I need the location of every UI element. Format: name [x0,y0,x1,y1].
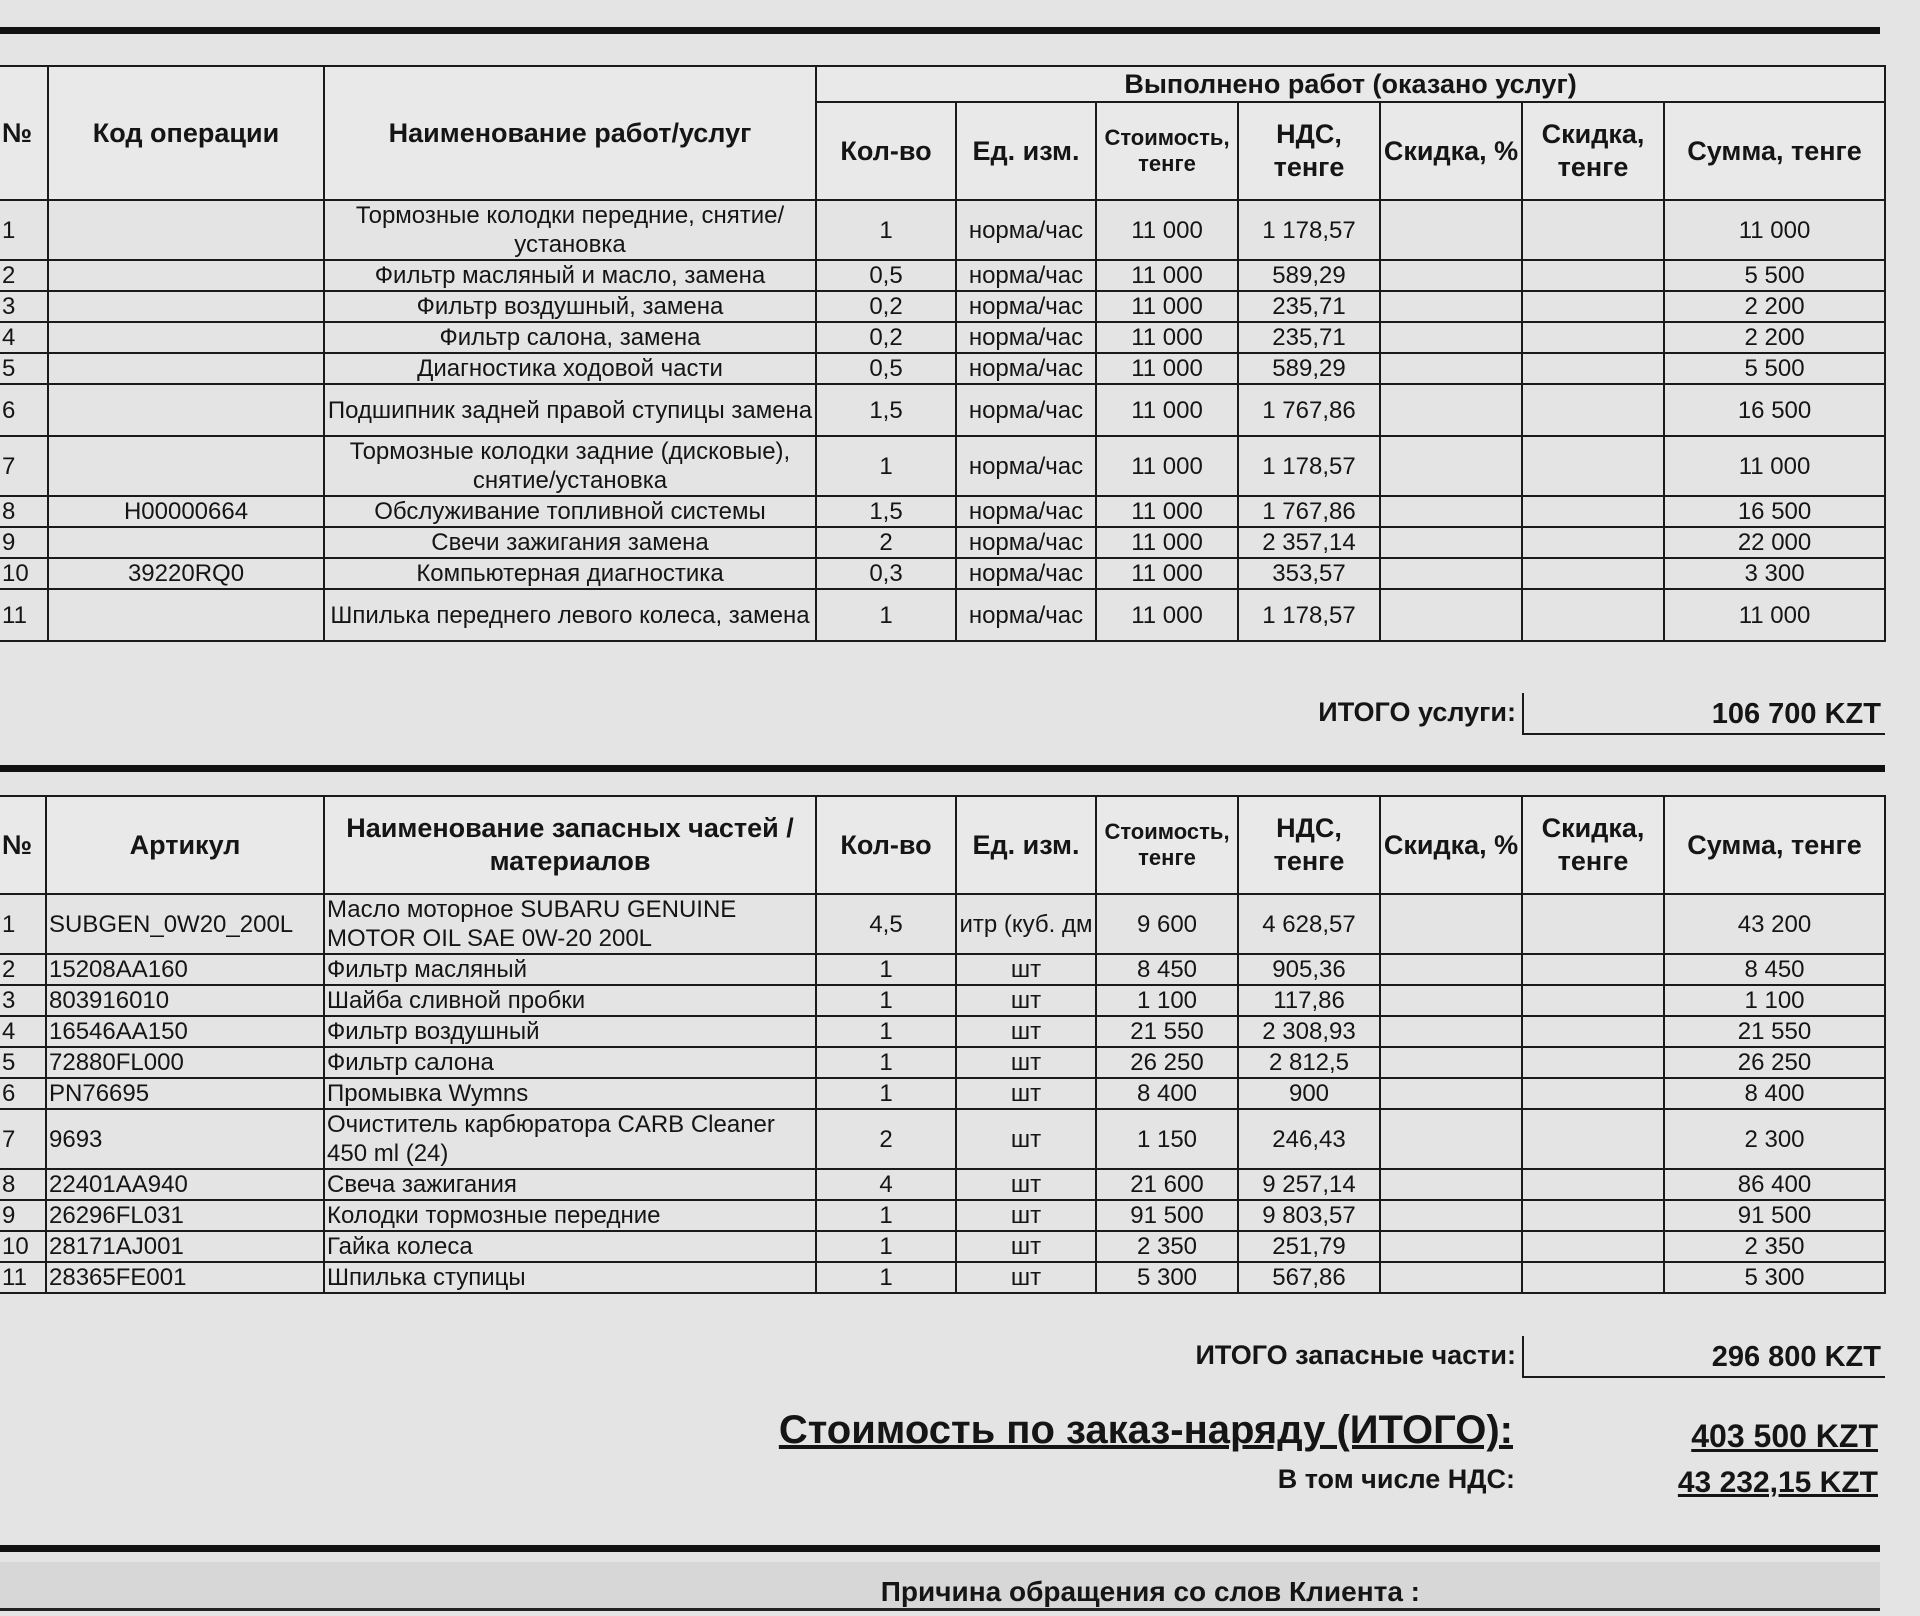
cell-qty: 2 [816,1109,956,1169]
table-row [0,322,1885,353]
cell-price: 11 000 [1096,291,1238,322]
parts-header [0,796,1885,894]
table-row [0,436,1885,496]
cell-num: 8 [0,496,48,527]
cell-disc-pct [1380,558,1522,589]
header-article: Артикул [46,796,324,894]
cell-name: Колодки тормозные передние [324,1200,816,1231]
cell-article: 28171AJ001 [46,1231,324,1262]
cell-unit: норма/час [956,291,1096,322]
cell-disc-amt [1522,322,1664,353]
cell-name: Масло моторное SUBARU GENUINE MOTOR OIL SAE 0W-20 200L [324,894,816,954]
cell-article: 72880FL000 [46,1047,324,1078]
services-table [0,65,1886,642]
cell-code [48,200,324,260]
cell-code [48,527,324,558]
table-row [0,291,1885,322]
cell-vat: 589,29 [1238,353,1380,384]
cell-price: 2 350 [1096,1231,1238,1262]
services-total-label: ИТОГО услуги: [1318,697,1516,727]
cell-unit: шт [956,1200,1096,1231]
cell-qty: 0,5 [816,353,956,384]
cell-vat: 235,71 [1238,322,1380,353]
header-sum: Сумма, тенге [1664,102,1885,200]
cell-price: 91 500 [1096,1200,1238,1231]
header-sum: Сумма, тенге [1664,796,1885,894]
cell-unit: норма/час [956,384,1096,436]
cell-qty: 1 [816,436,956,496]
table-row [0,353,1885,384]
cell-name: Свеча зажигания [324,1169,816,1200]
cell-disc-pct [1380,260,1522,291]
cell-code [48,353,324,384]
header-vat: НДС, тенге [1238,796,1380,894]
parts-total-label: ИТОГО запасные части: [1195,1340,1516,1370]
cell-disc-pct [1380,496,1522,527]
cell-sum: 11 000 [1664,589,1885,641]
cell-vat: 1 178,57 [1238,436,1380,496]
cell-vat: 2 357,14 [1238,527,1380,558]
cell-unit: норма/час [956,436,1096,496]
parts-total-value: 296 800 KZT [1522,1336,1885,1378]
parts-table [0,795,1886,1294]
cell-price: 1 150 [1096,1109,1238,1169]
cell-disc-amt [1522,260,1664,291]
cell-qty: 0,3 [816,558,956,589]
cell-num: 10 [0,1231,46,1262]
cell-disc-pct [1380,589,1522,641]
cell-price: 11 000 [1096,527,1238,558]
cell-price: 11 000 [1096,260,1238,291]
cell-num: 10 [0,558,48,589]
cell-name: Фильтр салона [324,1047,816,1078]
cell-vat: 1 178,57 [1238,589,1380,641]
cell-num: 6 [0,1078,46,1109]
services-group-header: Выполнено работ (оказано услуг) [816,66,1885,102]
table-row [0,954,1885,985]
footer-line [0,1608,1880,1611]
cell-disc-pct [1380,1109,1522,1169]
cell-sum: 26 250 [1664,1047,1885,1078]
cell-disc-amt [1522,436,1664,496]
vat-included-value: 43 232,15 KZT [1677,1466,1878,1499]
table-row [0,1016,1885,1047]
table-row [0,1078,1885,1109]
cell-qty: 1,5 [816,496,956,527]
cell-disc-amt [1522,1047,1664,1078]
cell-disc-amt [1522,894,1664,954]
cell-name: Компьютерная диагностика [324,558,816,589]
header-price: Стоимость, тенге [1096,102,1238,200]
table-row [0,985,1885,1016]
cell-num: 9 [0,1200,46,1231]
cell-price: 8 450 [1096,954,1238,985]
grand-total-value: 403 500 KZT [1691,1418,1878,1454]
header-unit: Ед. изм. [956,102,1096,200]
cell-num: 5 [0,353,48,384]
cell-unit: шт [956,1109,1096,1169]
cell-num: 1 [0,894,46,954]
cell-name: Шайба сливной пробки [324,985,816,1016]
cell-disc-amt [1522,1262,1664,1293]
cell-qty: 0,2 [816,291,956,322]
cell-price: 8 400 [1096,1078,1238,1109]
cell-disc-amt [1522,589,1664,641]
cell-sum: 5 300 [1664,1262,1885,1293]
cell-disc-pct [1380,1231,1522,1262]
header-num: № [0,66,48,200]
cell-vat: 4 628,57 [1238,894,1380,954]
cell-article: 26296FL031 [46,1200,324,1231]
cell-qty: 1 [816,1078,956,1109]
cell-num: 6 [0,384,48,436]
cell-sum: 22 000 [1664,527,1885,558]
cell-price: 11 000 [1096,384,1238,436]
cell-article: 28365FE001 [46,1262,324,1293]
header-discount-amt: Скидка, тенге [1522,796,1664,894]
cell-sum: 21 550 [1664,1016,1885,1047]
cell-unit: норма/час [956,496,1096,527]
cell-sum: 11 000 [1664,436,1885,496]
cell-code [48,260,324,291]
cell-name: Шпилька переднего левого колеса, замена [324,589,816,641]
cell-price: 11 000 [1096,353,1238,384]
cell-sum: 8 400 [1664,1078,1885,1109]
cell-code [48,436,324,496]
cell-article: PN76695 [46,1078,324,1109]
cell-qty: 0,2 [816,322,956,353]
cell-sum: 43 200 [1664,894,1885,954]
cell-disc-pct [1380,200,1522,260]
top-divider [0,27,1880,34]
cell-disc-pct [1380,1262,1522,1293]
cell-article: 15208AA160 [46,954,324,985]
cell-disc-pct [1380,353,1522,384]
header-discount-amt: Скидка, тенге [1522,102,1664,200]
cell-qty: 4,5 [816,894,956,954]
cell-price: 21 600 [1096,1169,1238,1200]
cell-code [48,589,324,641]
cell-article: 803916010 [46,985,324,1016]
cell-qty: 1 [816,1047,956,1078]
cell-qty: 1 [816,1231,956,1262]
cell-name: Шпилька ступицы [324,1262,816,1293]
cell-disc-pct [1380,1047,1522,1078]
table-row [0,1109,1885,1169]
cell-price: 11 000 [1096,496,1238,527]
cell-disc-pct [1380,1016,1522,1047]
cell-sum: 16 500 [1664,384,1885,436]
cell-vat: 1 178,57 [1238,200,1380,260]
cell-price: 11 000 [1096,589,1238,641]
client-reason-label: Причина обращения со слов Клиента : [880,1576,1420,1607]
table-row [0,527,1885,558]
services-total-value: 106 700 KZT [1522,693,1885,735]
cell-name: Очиститель карбюратора CARB Cleaner 450 ml (24) [324,1109,816,1169]
cell-name: Фильтр воздушный [324,1016,816,1047]
cell-disc-pct [1380,1169,1522,1200]
header-code: Код операции [48,66,324,200]
cell-disc-pct [1380,1200,1522,1231]
cell-code [48,384,324,436]
cell-vat: 251,79 [1238,1231,1380,1262]
cell-unit: норма/час [956,322,1096,353]
cell-vat: 1 767,86 [1238,384,1380,436]
cell-qty: 1 [816,954,956,985]
cell-unit: шт [956,1169,1096,1200]
cell-qty: 1,5 [816,384,956,436]
cell-sum: 86 400 [1664,1169,1885,1200]
cell-code: 39220RQ0 [48,558,324,589]
cell-num: 9 [0,527,48,558]
cell-qty: 0,5 [816,260,956,291]
cell-num: 8 [0,1169,46,1200]
table-row [0,894,1885,954]
cell-vat: 900 [1238,1078,1380,1109]
cell-sum: 2 200 [1664,291,1885,322]
cell-unit: норма/час [956,200,1096,260]
cell-vat: 246,43 [1238,1109,1380,1169]
cell-unit: шт [956,954,1096,985]
cell-disc-amt [1522,954,1664,985]
cell-code [48,322,324,353]
cell-disc-amt [1522,1231,1664,1262]
cell-vat: 1 767,86 [1238,496,1380,527]
cell-disc-pct [1380,1078,1522,1109]
table-row [0,1047,1885,1078]
header-qty: Кол-во [816,102,956,200]
cell-vat: 9 803,57 [1238,1200,1380,1231]
cell-unit: шт [956,1047,1096,1078]
cell-sum: 1 100 [1664,985,1885,1016]
cell-name: Промывка Wymns [324,1078,816,1109]
cell-price: 26 250 [1096,1047,1238,1078]
cell-qty: 4 [816,1169,956,1200]
cell-num: 2 [0,260,48,291]
cell-article: 22401AA940 [46,1169,324,1200]
table-row [0,1262,1885,1293]
table-row [0,384,1885,436]
cell-unit: шт [956,1016,1096,1047]
cell-num: 1 [0,200,48,260]
parts-body [0,894,1885,1293]
cell-disc-amt [1522,558,1664,589]
cell-num: 3 [0,985,46,1016]
cell-disc-pct [1380,436,1522,496]
cell-num: 11 [0,1262,46,1293]
cell-unit: норма/час [956,260,1096,291]
cell-disc-pct [1380,322,1522,353]
cell-name: Тормозные колодки передние, снятие/установка [324,200,816,260]
cell-price: 21 550 [1096,1016,1238,1047]
table-row [0,200,1885,260]
cell-price: 1 100 [1096,985,1238,1016]
cell-qty: 1 [816,200,956,260]
grand-total-label: Стоимость по заказ-наряду (ИТОГО): [778,1408,1513,1452]
cell-unit: норма/час [956,589,1096,641]
cell-article: 9693 [46,1109,324,1169]
header-price: Стоимость, тенге [1096,796,1238,894]
cell-name: Обслуживание топливной системы [324,496,816,527]
cell-vat: 2 308,93 [1238,1016,1380,1047]
vat-included-label: В том числе НДС: [1277,1464,1515,1494]
cell-article: SUBGEN_0W20_200L [46,894,324,954]
table-row [0,558,1885,589]
bottom-divider [0,1545,1880,1552]
cell-disc-pct [1380,527,1522,558]
cell-sum: 16 500 [1664,496,1885,527]
cell-disc-amt [1522,527,1664,558]
cell-sum: 3 300 [1664,558,1885,589]
cell-disc-amt [1522,496,1664,527]
cell-unit: шт [956,1231,1096,1262]
cell-sum: 91 500 [1664,1200,1885,1231]
cell-sum: 8 450 [1664,954,1885,985]
cell-price: 11 000 [1096,436,1238,496]
cell-code: H00000664 [48,496,324,527]
cell-sum: 2 350 [1664,1231,1885,1262]
cell-vat: 567,86 [1238,1262,1380,1293]
cell-unit: шт [956,1262,1096,1293]
table-row [0,1231,1885,1262]
cell-price: 11 000 [1096,558,1238,589]
cell-vat: 117,86 [1238,985,1380,1016]
cell-qty: 1 [816,1262,956,1293]
cell-name: Диагностика ходовой части [324,353,816,384]
cell-price: 5 300 [1096,1262,1238,1293]
cell-qty: 1 [816,589,956,641]
cell-unit: шт [956,985,1096,1016]
cell-disc-amt [1522,291,1664,322]
cell-qty: 1 [816,1200,956,1231]
services-header [0,66,1885,200]
cell-vat: 2 812,5 [1238,1047,1380,1078]
cell-price: 11 000 [1096,200,1238,260]
cell-disc-amt [1522,200,1664,260]
header-qty: Кол-во [816,796,956,894]
cell-qty: 1 [816,1016,956,1047]
cell-name: Фильтр масляный [324,954,816,985]
middle-divider [0,765,1885,772]
cell-disc-amt [1522,1016,1664,1047]
cell-unit: итр (куб. дм [956,894,1096,954]
cell-num: 11 [0,589,48,641]
cell-disc-amt [1522,985,1664,1016]
cell-sum: 2 300 [1664,1109,1885,1169]
header-discount-pct: Скидка, % [1380,796,1522,894]
cell-qty: 2 [816,527,956,558]
services-body [0,200,1885,641]
cell-sum: 5 500 [1664,353,1885,384]
header-name: Наименование запасных частей / материалов [324,796,816,894]
cell-num: 7 [0,1109,46,1169]
cell-name: Тормозные колодки задние (дисковые), снятие/установка [324,436,816,496]
header-unit: Ед. изм. [956,796,1096,894]
table-row [0,589,1885,641]
cell-unit: шт [956,1078,1096,1109]
cell-name: Гайка колеса [324,1231,816,1262]
table-row [0,1169,1885,1200]
cell-num: 4 [0,1016,46,1047]
cell-name: Подшипник задней правой ступицы замена [324,384,816,436]
cell-sum: 5 500 [1664,260,1885,291]
cell-vat: 905,36 [1238,954,1380,985]
header-vat: НДС, тенге [1238,102,1380,200]
cell-disc-amt [1522,1169,1664,1200]
table-row [0,1200,1885,1231]
cell-num: 5 [0,1047,46,1078]
header-num: № [0,796,46,894]
cell-vat: 9 257,14 [1238,1169,1380,1200]
cell-disc-pct [1380,894,1522,954]
cell-disc-amt [1522,353,1664,384]
table-row [0,260,1885,291]
cell-disc-pct [1380,985,1522,1016]
cell-disc-pct [1380,954,1522,985]
cell-disc-pct [1380,291,1522,322]
cell-name: Фильтр салона, замена [324,322,816,353]
cell-disc-amt [1522,1200,1664,1231]
header-discount-pct: Скидка, % [1380,102,1522,200]
cell-vat: 235,71 [1238,291,1380,322]
cell-disc-amt [1522,1078,1664,1109]
cell-num: 2 [0,954,46,985]
cell-num: 4 [0,322,48,353]
cell-unit: норма/час [956,353,1096,384]
cell-vat: 353,57 [1238,558,1380,589]
cell-disc-pct [1380,384,1522,436]
cell-unit: норма/час [956,527,1096,558]
cell-disc-amt [1522,384,1664,436]
cell-vat: 589,29 [1238,260,1380,291]
cell-num: 3 [0,291,48,322]
cell-unit: норма/час [956,558,1096,589]
cell-sum: 2 200 [1664,322,1885,353]
header-name: Наименование работ/услуг [324,66,816,200]
cell-qty: 1 [816,985,956,1016]
cell-name: Свечи зажигания замена [324,527,816,558]
cell-disc-amt [1522,1109,1664,1169]
table-row [0,496,1885,527]
cell-name: Фильтр масляный и масло, замена [324,260,816,291]
cell-article: 16546AA150 [46,1016,324,1047]
cell-price: 11 000 [1096,322,1238,353]
cell-num: 7 [0,436,48,496]
cell-code [48,291,324,322]
cell-sum: 11 000 [1664,200,1885,260]
cell-price: 9 600 [1096,894,1238,954]
cell-name: Фильтр воздушный, замена [324,291,816,322]
